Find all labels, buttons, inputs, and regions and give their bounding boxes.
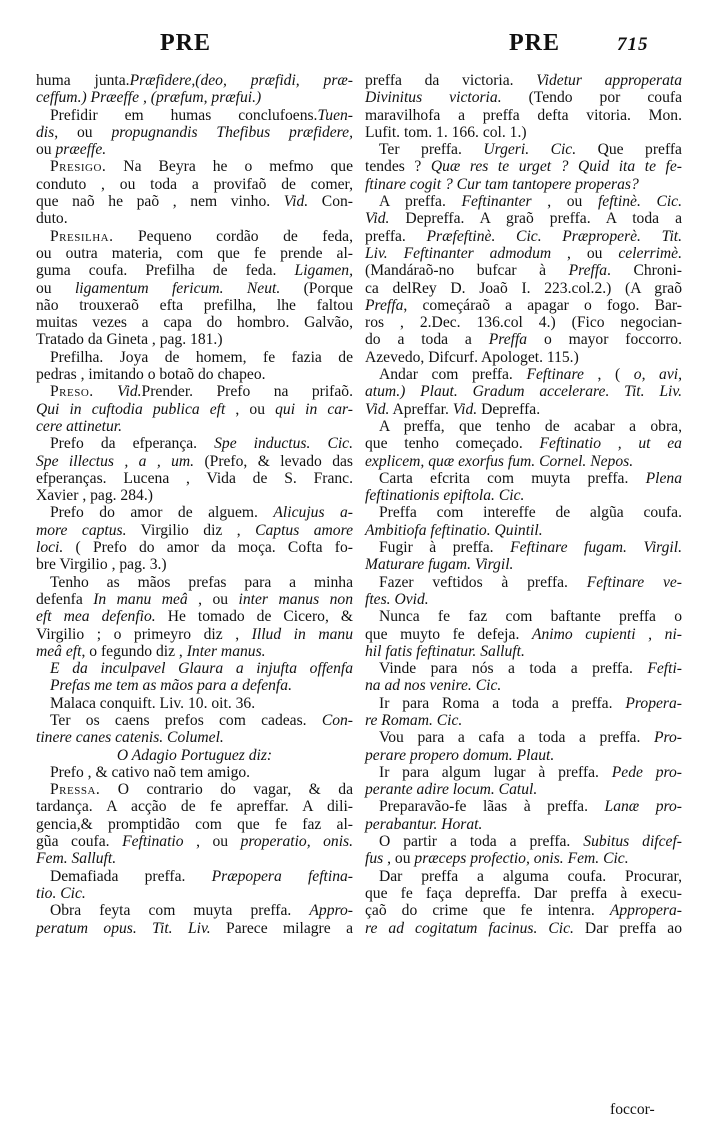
- text-line: [36, 729, 353, 746]
- text-segment: (Mandáraõ-no bufcar à: [365, 262, 569, 280]
- text-line: [36, 297, 353, 314]
- text-line: [36, 816, 353, 833]
- text-line: [36, 695, 353, 712]
- text-line: [36, 228, 353, 245]
- text-segment: ou outra materia, com que fe prende al-: [36, 244, 353, 262]
- text-segment: ou: [36, 279, 75, 297]
- text-line: [365, 833, 682, 850]
- text-segment: Prefo , & cativo naõ tem amigo.: [50, 763, 251, 781]
- text-line: [36, 781, 353, 798]
- latin-text: Animo cupienti , ni-: [531, 625, 683, 643]
- text-segment: ( Prefo do amor da moça. Cofta fo-: [63, 539, 353, 557]
- text-line: [365, 280, 682, 297]
- latin-text: Approperа-: [609, 902, 682, 920]
- text-segment: Demafiada preffa.: [50, 867, 212, 885]
- text-segment: que tenho começado.: [365, 435, 540, 453]
- left-column: [36, 72, 353, 937]
- text-segment: preffa da victoria.: [365, 72, 537, 89]
- text-segment: ca delRey D. Joaõ I. 223.col.2.) (A graõ: [365, 279, 682, 297]
- latin-text: Spe inductus. Cic.: [214, 435, 353, 453]
- latin-text: Lanæ pro-: [604, 798, 682, 816]
- text-segment: Lufit. tom. 1. 166. col. 1.): [365, 123, 527, 141]
- text-segment: . Chroni-: [607, 262, 682, 280]
- text-line: [36, 574, 353, 591]
- text-line: [36, 677, 353, 694]
- text-line: [365, 816, 682, 833]
- text-segment: Pequeno cordão de feda,: [113, 227, 353, 245]
- latin-text: Quæ res te urget ? Quid ita te fe-: [430, 158, 682, 176]
- latin-text: Præfeftinè. Cic. Præproperè. Tit.: [426, 227, 683, 245]
- latin-text: præeffe.: [55, 141, 107, 159]
- text-line: [36, 262, 353, 279]
- latin-text: tinere canes catenis. Columel.: [36, 729, 224, 747]
- text-segment: çaõ do crime que fe intenra.: [365, 902, 610, 920]
- latin-text: Appro-: [309, 902, 353, 920]
- text-line: [365, 349, 682, 366]
- latin-text: na ad nos venire. Cic.: [365, 677, 502, 695]
- text-segment: Prefidir em humas conclufoens.: [50, 106, 318, 124]
- text-segment: Depreffa.: [477, 400, 541, 418]
- text-line: [36, 850, 353, 867]
- text-line: [365, 712, 682, 729]
- text-segment: Dar preffa a alguma coufa. Procurar,: [379, 867, 682, 885]
- text-line: [365, 124, 682, 141]
- text-segment: ou: [36, 141, 56, 159]
- text-segment: Virgilio ; o primeyro diz ,: [36, 625, 252, 643]
- text-line: [36, 608, 353, 625]
- text-segment: Preffa com intereffe de algũa coufa.: [379, 504, 682, 522]
- latin-text: Vid.: [283, 193, 309, 211]
- text-segment: tendes ?: [365, 158, 431, 176]
- latin-text: Subitus difcef-: [583, 833, 682, 851]
- text-line: [365, 72, 682, 89]
- text-line: [36, 89, 353, 106]
- text-line: [365, 366, 682, 383]
- text-line: [36, 331, 353, 348]
- text-line: [36, 435, 353, 452]
- text-segment: Parece milagre a: [210, 919, 353, 937]
- latin-text: Videtur approperata: [536, 72, 683, 89]
- text-segment: que fe faça depreffa. Dar preffa à execu-: [365, 884, 682, 902]
- text-line: [36, 539, 353, 556]
- page-number: 715: [617, 34, 649, 55]
- text-segment: Que preffa: [576, 141, 682, 159]
- text-segment: Ir para Roma a toda a preffa.: [379, 694, 626, 712]
- text-segment: Vou para a cafa a toda a preffa.: [379, 729, 654, 747]
- latin-text: perare propero domum. Plaut.: [365, 746, 555, 764]
- latin-text: præceps profectio, onis. Fem. Cic.: [414, 850, 629, 868]
- text-line: [365, 764, 682, 781]
- latin-text: Vid.: [365, 400, 390, 418]
- latin-text: hil fatis feftinatur. Salluft.: [365, 642, 525, 660]
- latin-text: Ambitiofa feftinatio. Quintil.: [365, 521, 543, 539]
- latin-text: O Adagio Portuguez diz:: [116, 746, 273, 764]
- text-segment: , o fegundo diz ,: [81, 642, 187, 660]
- latin-text: re Romam. Cic.: [365, 711, 463, 729]
- text-segment: bre Virgilio , pag. 3.): [36, 556, 167, 574]
- text-line: [36, 764, 353, 781]
- latin-text: Pro-: [653, 729, 682, 747]
- latin-text: Plena: [645, 469, 682, 487]
- text-segment: Vinde para nós a toda a preffa.: [379, 660, 648, 678]
- latin-text: Divinitus victoria.: [365, 89, 502, 107]
- latin-text: feftinè. Cic.: [597, 193, 682, 211]
- text-line: [365, 176, 682, 193]
- text-line: [365, 262, 682, 279]
- latin-text: Feftinare ve-: [586, 573, 682, 591]
- latin-text: tio. Cic.: [36, 884, 86, 902]
- latin-text: Alicujus a-: [273, 504, 353, 522]
- text-segment: [94, 383, 117, 400]
- text-line: [365, 141, 682, 158]
- text-line: [36, 868, 353, 885]
- text-line: [365, 660, 682, 677]
- latin-text: Feftinatio: [122, 833, 184, 851]
- text-line: [365, 297, 682, 314]
- text-segment: gũa coufa.: [36, 833, 123, 851]
- text-line: [365, 487, 682, 504]
- text-line: [36, 366, 353, 383]
- text-segment: O partir a toda a preffa.: [379, 833, 584, 851]
- text-line: [36, 280, 353, 297]
- text-segment: preffa.: [365, 227, 427, 245]
- text-segment: O contrario do vagar, & da: [100, 781, 353, 799]
- text-line: [365, 574, 682, 591]
- text-line: [365, 383, 682, 400]
- text-line: [36, 107, 353, 124]
- text-segment: Carta efcrita com muyta preffa.: [379, 469, 646, 487]
- text-line: [365, 729, 682, 746]
- latin-text: cere attinetur.: [36, 417, 123, 435]
- latin-text: Feftinanter: [461, 193, 532, 211]
- latin-text: loci.: [36, 539, 64, 557]
- latin-text: inter manus non: [238, 590, 353, 608]
- text-segment: A preffa, que tenho de acabar a obra,: [379, 417, 682, 435]
- text-segment: conduto , ou toda a provifaõ de comer,: [36, 175, 353, 193]
- latin-text: Vid.: [117, 383, 142, 401]
- latin-text: meâ eft: [36, 642, 82, 660]
- text-line: [365, 158, 682, 175]
- latin-text: ceffum.) Præeffe , (præfum, præfui.): [36, 89, 262, 107]
- text-line: [36, 245, 353, 262]
- entry-headword: Presigo.: [50, 158, 107, 176]
- latin-text: Feftinare: [526, 366, 584, 384]
- latin-text: celerrimè.: [618, 244, 682, 262]
- latin-text: Vid.: [365, 210, 390, 228]
- latin-text: Feftinatio , ut ea: [539, 435, 682, 453]
- latin-text: Feftinare fugam. Virgil.: [510, 539, 682, 557]
- text-line: [36, 158, 353, 175]
- text-line: [36, 833, 353, 850]
- header-right-keyword: PRE: [509, 30, 560, 56]
- entry-headword: Pressa.: [50, 781, 101, 799]
- text-line: [36, 124, 353, 141]
- text-line: [36, 487, 353, 504]
- text-line: [36, 660, 353, 677]
- text-line: [365, 798, 682, 815]
- text-segment: Prender. Prefo na prifaõ.: [141, 383, 353, 401]
- text-line: [36, 210, 353, 227]
- text-segment: defenfa: [36, 590, 94, 608]
- text-segment: , ou: [183, 833, 241, 851]
- text-segment: , ou: [225, 400, 276, 418]
- text-segment: duto.: [36, 210, 68, 228]
- latin-text: Præpopera feftina-: [211, 867, 354, 885]
- text-segment: Dar preffa ao: [573, 919, 682, 937]
- text-line: [36, 418, 353, 435]
- latin-text: perante adire locum. Catul.: [365, 781, 538, 799]
- text-segment: Xavier , pag. 284.): [36, 487, 153, 505]
- text-line: [36, 504, 353, 521]
- text-line: [365, 626, 682, 643]
- text-segment: tardança. A acção de fe apreffar. A dili-: [36, 798, 353, 816]
- text-segment: Malaca conquift. Liv. 10. oit. 36.: [50, 694, 256, 712]
- text-line: [365, 591, 682, 608]
- text-line: [365, 401, 682, 418]
- text-segment: , começáraõ a apagar o fogo. Bar-: [403, 296, 682, 314]
- latin-text: Vid.: [452, 400, 478, 418]
- text-line: [36, 885, 353, 902]
- catchword: foccor-: [610, 1101, 655, 1118]
- text-line: [365, 470, 682, 487]
- latin-text: o, avi,: [633, 366, 683, 384]
- text-segment: , ou: [383, 850, 415, 868]
- text-segment: Preparavão-fe lãas à preffa.: [379, 798, 605, 816]
- latin-text: Preffa: [488, 331, 528, 349]
- text-line: [365, 902, 682, 919]
- entry-headword: Presilha.: [50, 227, 114, 245]
- latin-text: Pede pro-: [611, 763, 683, 781]
- text-line: [365, 107, 682, 124]
- text-segment: Prefo do amor de alguem.: [50, 504, 274, 522]
- latin-text: Spe illectus , a , um.: [36, 452, 195, 470]
- text-line: [36, 453, 353, 470]
- text-segment: muitas vezes a capa do hombro. Galvão,: [36, 314, 353, 332]
- latin-text: Captus amore: [255, 521, 354, 539]
- text-segment: Andar com preffa.: [379, 366, 527, 384]
- latin-text: atum.) Plaut. Gradum accelerare. Tit. Liv.: [365, 383, 682, 401]
- latin-text: feftinationis epiftola. Cic.: [365, 487, 525, 505]
- text-segment: guma coufa. Prefilha de feda.: [36, 262, 295, 280]
- text-segment: Na Beyra he o mefmo que: [106, 158, 353, 176]
- text-segment: (Porque: [280, 279, 353, 297]
- text-line: [36, 349, 353, 366]
- text-segment: Depreffa. A graõ preffa. A toda a: [389, 210, 682, 228]
- text-line: [365, 556, 682, 573]
- text-segment: Ter preffa.: [379, 141, 484, 159]
- latin-text: fus: [365, 850, 384, 868]
- latin-text: dis: [36, 123, 55, 141]
- text-line: [365, 781, 682, 798]
- text-line: [36, 141, 353, 158]
- text-line: [365, 504, 682, 521]
- latin-text: Maturare fugam. Virgil.: [365, 556, 514, 574]
- text-segment: efperanças. Lucena , Vida de S. Franc.: [36, 469, 353, 487]
- text-line: [36, 193, 353, 210]
- text-segment: huma junta.: [36, 72, 130, 89]
- text-line: [365, 539, 682, 556]
- text-line: [365, 920, 682, 937]
- latin-text: Qui in cuftodia publica eft: [36, 400, 226, 418]
- text-line: [36, 556, 353, 573]
- text-segment: He tomado de Cicero, &: [155, 608, 353, 626]
- latin-text: ligamentum fericum. Neut.: [74, 279, 281, 297]
- latin-text: Tuen-: [317, 106, 353, 124]
- text-segment: do a toda a: [365, 331, 489, 349]
- latin-text: propugnandis Thefibus præfidere,: [111, 123, 353, 141]
- text-line: [365, 193, 682, 210]
- latin-text: In manu meâ: [93, 590, 188, 608]
- text-line: [365, 435, 682, 452]
- latin-text: Preffa: [568, 262, 608, 280]
- text-segment: Obra feyta com muyta preffa.: [50, 902, 310, 920]
- latin-text: re ad cogitatum facinus. Cic.: [365, 919, 574, 937]
- text-line: [36, 643, 353, 660]
- latin-text: ftinare cogit ? Cur tam tantopere properas?: [365, 175, 639, 193]
- text-line: [36, 383, 353, 400]
- text-segment: gencia,& promptidão com que fe faz al-: [36, 815, 353, 833]
- text-segment: , ou: [531, 193, 598, 211]
- text-segment: Azevedo, Difcurf. Apologet. 115.): [365, 348, 579, 366]
- text-line: [365, 677, 682, 694]
- latin-text: peratum opus. Tit. Liv.: [36, 919, 211, 937]
- text-line: [36, 920, 353, 937]
- text-segment: A preffa.: [379, 193, 462, 211]
- text-segment: Tenho as mãos prefas para a minha: [50, 573, 353, 591]
- text-segment: Fugir à preffa.: [379, 539, 511, 557]
- latin-text: Fem. Salluft.: [36, 850, 117, 868]
- latin-text: Fefti-: [647, 660, 682, 678]
- latin-text: properatio, onis.: [240, 833, 354, 851]
- latin-text: ftes. Ovid.: [365, 590, 429, 608]
- latin-text: eft mea defenfio.: [36, 608, 156, 626]
- text-line: [365, 453, 682, 470]
- latin-text: E da inculpavel Glaura a injufta offenfa: [50, 660, 353, 678]
- text-segment: , ou: [551, 244, 619, 262]
- latin-text: Inter manus.: [186, 642, 266, 660]
- text-line: [36, 470, 353, 487]
- text-segment: ros , 2.Dec. 136.col 4.) (Fico negocian-: [365, 314, 682, 332]
- text-line: [365, 695, 682, 712]
- latin-text: perabantur. Horat.: [365, 815, 483, 833]
- text-line: [36, 72, 353, 89]
- text-line: [36, 522, 353, 539]
- latin-text: Con-: [321, 711, 353, 729]
- text-segment: que naõ he paõ , nem vinho.: [36, 193, 284, 211]
- text-line: [36, 798, 353, 815]
- text-line: [36, 902, 353, 919]
- text-line: [365, 850, 682, 867]
- text-segment: pedras , imitando o botaõ do chapeo.: [36, 366, 266, 384]
- text-line: [365, 89, 682, 106]
- text-line: [36, 712, 353, 729]
- running-header: [0, 30, 709, 70]
- latin-text: Urgeri. Cic.: [483, 141, 577, 159]
- entry-headword: Preso.: [50, 383, 94, 401]
- text-line: [36, 747, 353, 764]
- text-line: [365, 418, 682, 435]
- text-line: [365, 245, 682, 262]
- text-segment: Prefo da efperança.: [50, 435, 215, 453]
- text-line: [365, 314, 682, 331]
- latin-text: Prefas me tem as mãos para a defenfa.: [50, 677, 292, 695]
- text-line: [365, 643, 682, 660]
- text-segment: , (: [583, 366, 634, 384]
- text-segment: Prefilha. Joya de homem, fe fazia de: [50, 348, 353, 366]
- text-line: [36, 401, 353, 418]
- text-line: [365, 885, 682, 902]
- latin-text: Ligamen,: [294, 262, 353, 280]
- text-segment: que muyto fe defeja.: [365, 625, 532, 643]
- latin-text: qui in car-: [275, 400, 353, 418]
- text-segment: , ou: [187, 590, 239, 608]
- right-column: [365, 72, 682, 937]
- text-line: [365, 747, 682, 764]
- text-segment: Tratado da Gineta , pag. 181.): [36, 331, 223, 349]
- latin-text: Preffa: [365, 296, 404, 314]
- text-segment: (Prefo, & levado das: [194, 452, 353, 470]
- text-line: [36, 176, 353, 193]
- text-segment: o mayor foccorro.: [527, 331, 682, 349]
- text-segment: Ter os caens prefos com cadeas.: [50, 711, 322, 729]
- text-segment: Nunca fe faz com baftante preffa o: [379, 608, 682, 626]
- text-segment: (Tendo por coufa: [501, 89, 682, 107]
- text-line: [365, 608, 682, 625]
- text-segment: maravilhofa a preffa defta vitoria. Mon.: [365, 106, 682, 124]
- latin-text: more captus.: [36, 521, 127, 539]
- text-segment: Virgilio diz ,: [126, 521, 256, 539]
- text-segment: Con-: [308, 193, 353, 211]
- latin-text: Illud in manu: [251, 625, 353, 643]
- text-segment: , ou: [54, 123, 112, 141]
- latin-text: explicem, quæ exorfus fum. Cornel. Nepos.: [365, 452, 634, 470]
- text-segment: Ir para algum lugar à preffa.: [379, 763, 612, 781]
- text-segment: Fazer veftidos à preffa.: [379, 573, 587, 591]
- latin-text: Propera-: [625, 694, 682, 712]
- latin-text: Præfidere,(deo, præfidi, præ-: [129, 72, 353, 89]
- text-segment: Apreffar.: [389, 400, 453, 418]
- text-line: [36, 626, 353, 643]
- text-line: [365, 331, 682, 348]
- text-line: [365, 210, 682, 227]
- text-line: [36, 314, 353, 331]
- text-line: [36, 591, 353, 608]
- text-line: [365, 522, 682, 539]
- text-segment: não trouxeraõ efta prefilha, lhe faltou: [36, 296, 353, 314]
- text-line: [365, 868, 682, 885]
- latin-text: Liv. Feftinanter admodum: [365, 244, 552, 262]
- header-left-keyword: PRE: [160, 30, 211, 56]
- text-line: [365, 228, 682, 245]
